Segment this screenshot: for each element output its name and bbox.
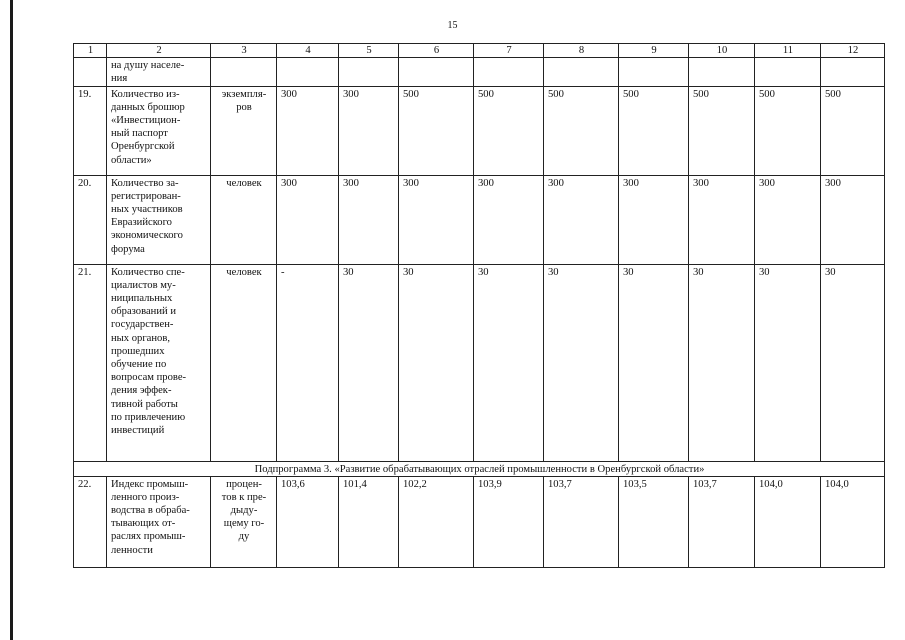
value-cell [277, 58, 339, 86]
value-cell [619, 58, 689, 86]
value-cell: 500 [755, 86, 821, 175]
value-cell: 102,2 [399, 476, 474, 567]
header-cell: 12 [821, 44, 885, 58]
table-row [74, 476, 885, 567]
value-cell: 300 [399, 175, 474, 264]
unit [211, 58, 277, 86]
row-number: 22. [74, 476, 107, 567]
value-cell: 300 [544, 175, 619, 264]
value-cell: 30 [339, 264, 399, 461]
header-cell: 8 [544, 44, 619, 58]
value-cell: 300 [689, 175, 755, 264]
value-cell: 103,9 [474, 476, 544, 567]
value-cell: 30 [689, 264, 755, 461]
value-cell [689, 58, 755, 86]
column-number-row [74, 44, 885, 58]
value-cell [755, 58, 821, 86]
indicator-name: Индекс промыш- ленного произ- водства в обраба- тывающих от- раслях промыш- ленности [107, 476, 211, 567]
row-number [74, 58, 107, 86]
indicator-name: на душу населе- ния [107, 58, 211, 86]
header-cell: 11 [755, 44, 821, 58]
value-cell: 103,6 [277, 476, 339, 567]
value-cell [821, 58, 885, 86]
value-cell: 30 [619, 264, 689, 461]
header-cell: 7 [474, 44, 544, 58]
unit: человек [211, 264, 277, 461]
value-cell: 30 [821, 264, 885, 461]
value-cell: 30 [755, 264, 821, 461]
header-cell: 4 [277, 44, 339, 58]
value-cell: 500 [689, 86, 755, 175]
value-cell: 300 [277, 175, 339, 264]
value-cell [399, 58, 474, 86]
indicator-name: Количество за- регистрирован- ных участников Евразийского экономического форума [107, 175, 211, 264]
value-cell: 300 [821, 175, 885, 264]
header-cell: 1 [74, 44, 107, 58]
header-cell: 6 [399, 44, 474, 58]
value-cell: 300 [339, 175, 399, 264]
value-cell: 300 [339, 86, 399, 175]
value-cell [544, 58, 619, 86]
value-cell: 30 [399, 264, 474, 461]
indicator-name: Количество из- данных брошюр «Инвестицион- ный паспорт Оренбургской области» [107, 86, 211, 175]
value-cell: 103,7 [689, 476, 755, 567]
value-cell: - [277, 264, 339, 461]
value-cell: 300 [277, 86, 339, 175]
table-row [74, 58, 885, 86]
table-row [74, 175, 885, 264]
value-cell: 101,4 [339, 476, 399, 567]
unit: человек [211, 175, 277, 264]
value-cell: 300 [755, 175, 821, 264]
header-cell: 9 [619, 44, 689, 58]
header-cell: 2 [107, 44, 211, 58]
value-cell: 103,5 [619, 476, 689, 567]
header-cell: 3 [211, 44, 277, 58]
value-cell: 104,0 [755, 476, 821, 567]
value-cell: 500 [399, 86, 474, 175]
table-row [74, 264, 885, 461]
row-number: 21. [74, 264, 107, 461]
value-cell: 500 [474, 86, 544, 175]
subprogram-row [74, 461, 885, 476]
header-cell: 5 [339, 44, 399, 58]
table-row [74, 86, 885, 175]
scan-edge-bar [10, 0, 13, 640]
header-cell: 10 [689, 44, 755, 58]
page-number: 15 [447, 20, 458, 31]
value-cell: 500 [619, 86, 689, 175]
indicator-name: Количество спе- циалистов му- ниципальных образований и государствен- ных органов, прошедших обучение по вопросам прове- дения эффек- тивной работы по привлечению инвестиций [107, 264, 211, 461]
unit: экземпля- ров [211, 86, 277, 175]
value-cell [339, 58, 399, 86]
value-cell: 300 [474, 175, 544, 264]
row-number: 19. [74, 86, 107, 175]
indicators-table [73, 43, 885, 568]
value-cell: 104,0 [821, 476, 885, 567]
value-cell: 500 [544, 86, 619, 175]
value-cell: 30 [544, 264, 619, 461]
value-cell: 103,7 [544, 476, 619, 567]
value-cell: 30 [474, 264, 544, 461]
subprogram-title: Подпрограмма 3. «Развитие обрабатывающих отраслей промышленности в Оренбургской области» [74, 461, 885, 476]
value-cell: 300 [619, 175, 689, 264]
unit: процен- тов к пре- дыду- щему го- ду [211, 476, 277, 567]
value-cell [474, 58, 544, 86]
value-cell: 500 [821, 86, 885, 175]
row-number: 20. [74, 175, 107, 264]
